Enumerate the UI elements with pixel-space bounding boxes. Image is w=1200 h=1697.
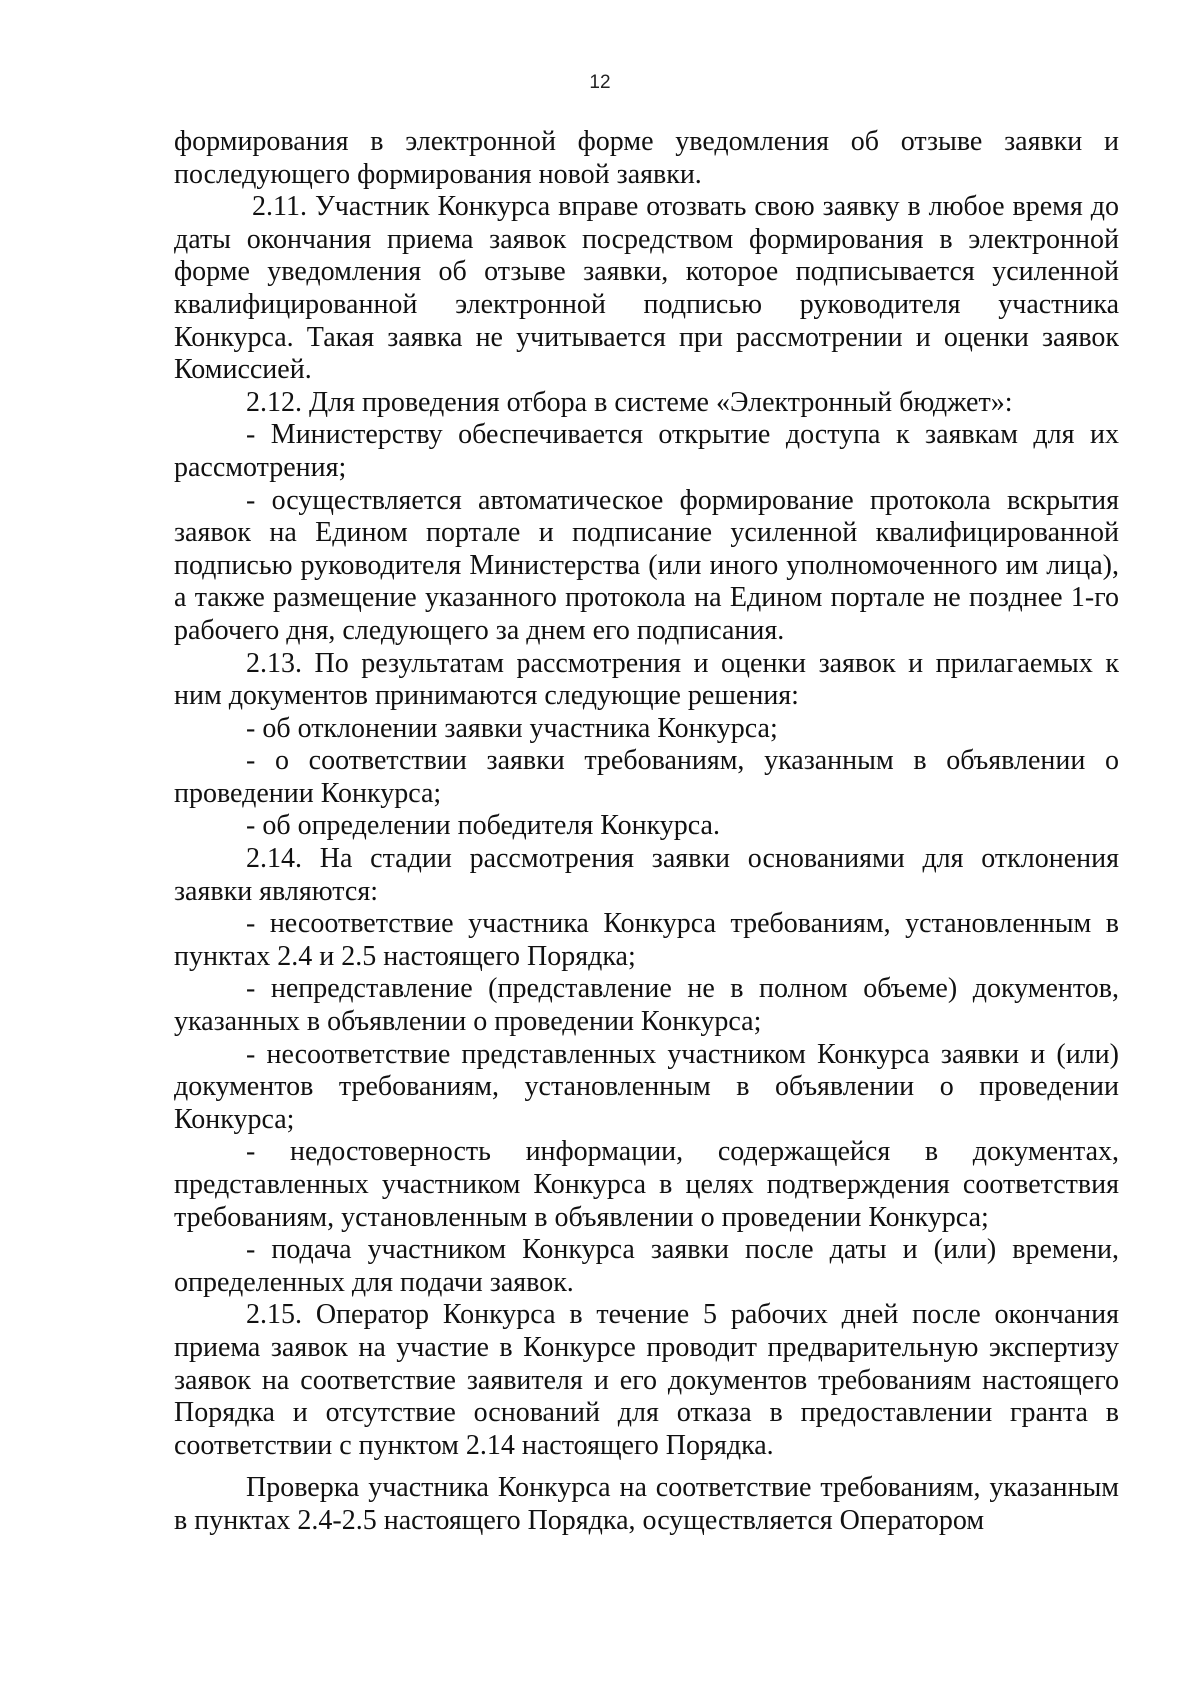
paragraph-2-11: 2.11. Участник Конкурса вправе отозвать свою заявку в любое время до даты окончания приема заявок посредством формирования в электронной форме уведомления об отзыве заявки, которое подписывается усиленной квалифицированной электронной подписью руководителя участника Конкурса. Такая заявка не учитывается при рассмотрении и оценки заявок Комиссией. [174,191,1119,386]
paragraph-2-15: 2.15. Оператор Конкурса в течение 5 рабочих дней после окончания приема заявок на участие в Конкурсе проводит предварительную экспертизу заявок на соответствие заявителя и его документов требованиям настоящего Порядка и отсутствие оснований для отказа в предоставлении гранта в соответствии с пунктом 2.14 настоящего Порядка. [174,1299,1119,1461]
list-item-rejection: - об отклонении заявки участника Конкурса; [246,712,778,744]
list-item-late-submission: - подача участником Конкурса заявки после даты и (или) времени, определенных для подачи заявок. [174,1234,1119,1298]
list-item-auto-protocol: - осуществляется автоматическое формирование протокола вскрытия заявок на Едином портале и подписание усиленной квалифицированной подписью руководителя Министерства (или иного уполномоченного им лица), а также размещение указанного протокола на Едином портале не позднее 1-го рабочего дня, следующего за днем его подписания. [174,484,1119,646]
list-item-winner: - об определении победителя Конкурса. [246,810,720,842]
list-item-documents-mismatch: - несоответствие представленных участником Конкурса заявки и (или) документов требованиям, установленным в объявлении о проведении Конкурса; [174,1038,1119,1135]
paragraph-2-13: 2.13. По результатам рассмотрения и оценки заявок и прилагаемых к ним документов принимаются следующие решения: [174,647,1119,712]
list-item-participant-mismatch: - несоответствие участника Конкурса требованиям, установленным в пунктах 2.4 и 2.5 настоящего Порядка; [174,908,1119,972]
list-item-false-information: - недостоверность информации, содержащейся в документах, представленных участником Конкурса в целях подтверждения соответствия требованиям, установленным в объявлении о проведении Конкурса; [174,1136,1119,1233]
list-item-compliance: - о соответствии заявки требованиям, указанным в объявлении о проведении Конкурса; [174,745,1119,809]
document-body [174,126,1119,1538]
paragraph-verification: Проверка участника Конкурса на соответствие требованиям, указанным в пунктах 2.4-2.5 настоящего Порядка, осуществляется Оператором [174,1472,1119,1536]
paragraph-2-12: 2.12. Для проведения отбора в системе «Электронный бюджет»: [246,386,1013,418]
page-number: 12 [589,72,611,93]
list-item-missing-documents: - непредставление (представление не в полном объеме) документов, указанных в объявлении о проведении Конкурса; [174,973,1119,1038]
paragraph-2-14: 2.14. На стадии рассмотрения заявки основаниями для отклонения заявки являются: [174,843,1119,907]
list-item-ministry-access: - Министерству обеспечивается открытие доступа к заявкам для их рассмотрения; [174,419,1119,483]
paragraph-continuation: формирования в электронной форме уведомления об отзыве заявки и последующего формирования новой заявки. [174,126,1119,190]
